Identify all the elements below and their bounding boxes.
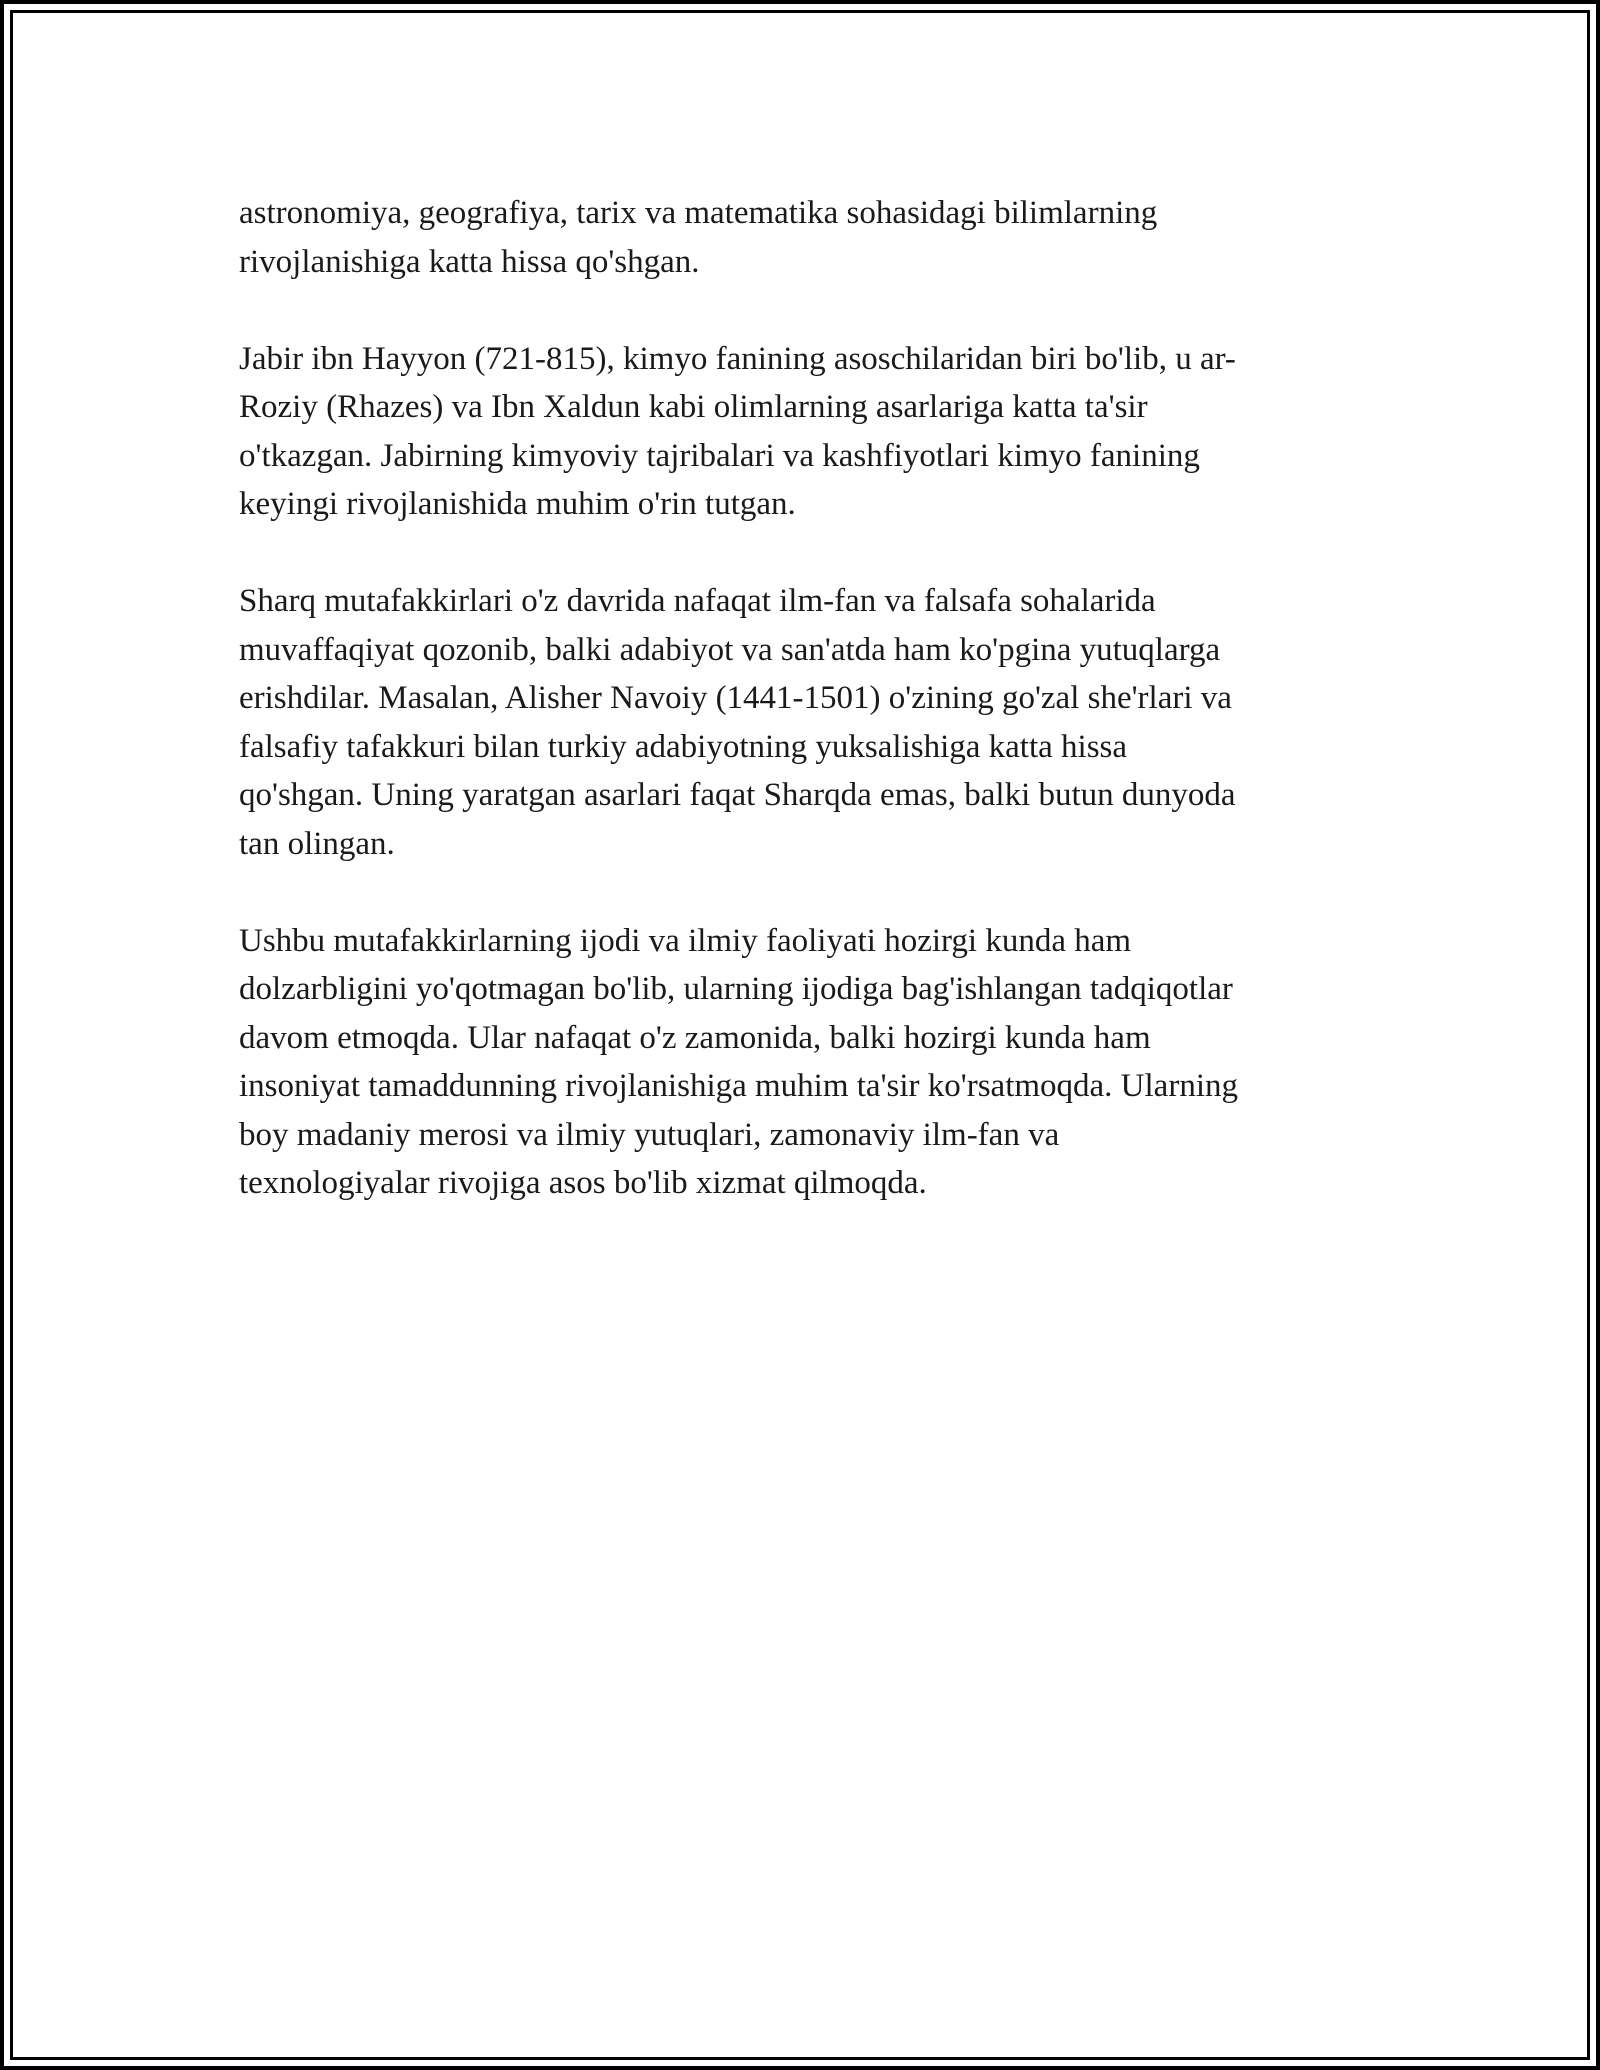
paragraph-1: astronomiya, geografiya, tarix va matematika sohasidagi bilimlarning rivojlanishiga katta hissa qo'shgan. [239, 195, 1158, 280]
paragraph-3: Sharq mutafakkirlari o'z davrida nafaqat ilm-fan va falsafa sohalarida muvaffaqiyat qozonib, balki adabiyot va san'atda ham ko'pgina yutuqlarga erishdilar. Masalan, Alisher Navoiy (1441-1501) o'zining go'zal she'rlari va falsafiy tafakkuri bilan turkiy adabiyotning yuksalishiga katta hissa qo'shgan. Uning yaratgan asarlari faqat Sharqda emas, balki butun dunyoda tan olingan. [239, 583, 1236, 862]
document-body [239, 189, 1359, 1256]
paragraph-2: Jabir ibn Hayyon (721-815), kimyo fanining asoschilaridan biri bo'lib, u ar- Roziy (Rhazes) va Ibn Xaldun kabi olimlarning asarlariga katta ta'sir o'tkazgan. Jabirning kimyoviy tajribalari va kashfiyotlari kimyo fanining keyingi rivojlanishida muhim o'rin tutgan. [239, 340, 1236, 522]
paragraph-4: Ushbu mutafakkirlarning ijodi va ilmiy faoliyati hozirgi kunda ham dolzarbligini yo'qotmagan bo'lib, ularning ijodiga bag'ishlangan tadqiqotlar davom etmoqda. Ular nafaqat o'z zamonida, balki hozirgi kunda ham insoniyat tamaddunning rivojlanishiga muhim ta'sir ko'rsatmoqda. Ularning boy madaniy merosi va ilmiy yutuqlari, zamonaviy ilm-fan va texnologiyalar rivojiga asos bo'lib xizmat qilmoqda. [239, 922, 1238, 1201]
